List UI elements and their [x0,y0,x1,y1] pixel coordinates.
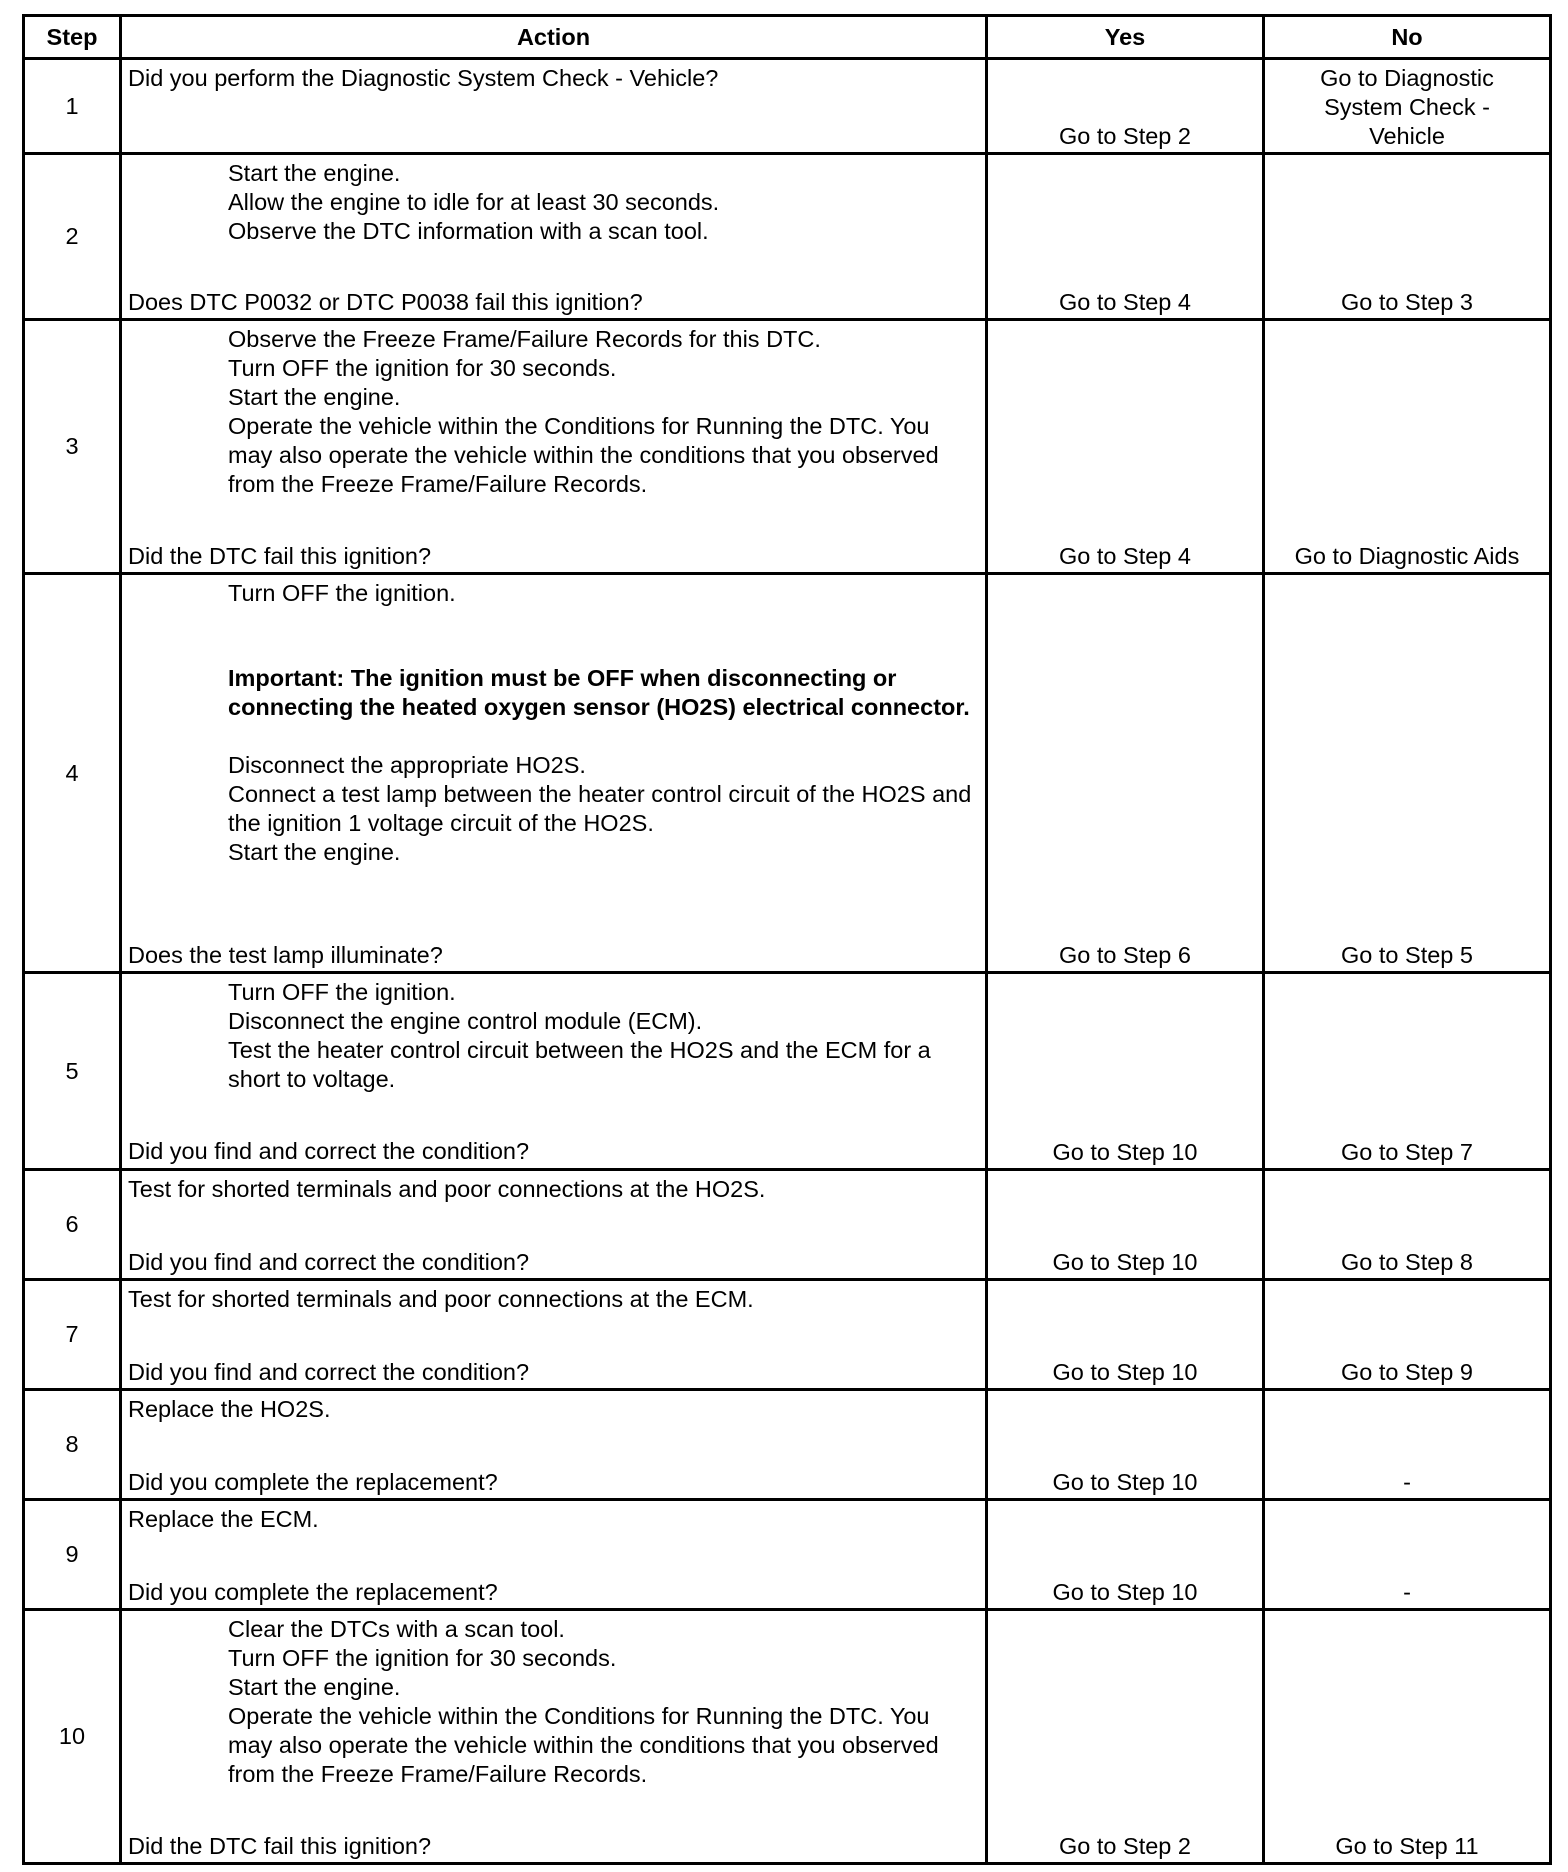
header-row [24,16,1551,59]
no-cell: - [1264,1499,1551,1609]
action-cell [121,1389,987,1499]
action-cell [121,59,987,154]
action-cell [121,1499,987,1609]
instruction-line: Disconnect the engine control module (ECM). [228,1008,703,1035]
question-text: Does DTC P0032 or DTC P0038 fail this ignition? [128,289,643,316]
instruction-line: Turn OFF the ignition. [228,580,456,607]
yes-cell: Go to Step 10 [987,1169,1264,1279]
instruction-line: Test the heater control circuit between the HO2S and the ECM for a short to voltage. [228,1037,931,1093]
instruction-line: Start the engine. [228,1673,401,1700]
action-cell [121,574,987,973]
step-number: 7 [24,1279,121,1389]
action-text: Replace the HO2S. [128,1395,331,1422]
yes-cell: Go to Step 2 [987,1609,1264,1863]
no-cell: Go to Step 5 [1264,574,1551,973]
step-instructions [128,978,979,1094]
step-number: 9 [24,1499,121,1609]
step-instructions [128,1615,979,1789]
table-row [24,1169,1551,1279]
step-instructions [128,579,979,867]
no-cell: Go to Step 9 [1264,1279,1551,1389]
header-yes: Yes [987,16,1264,59]
instruction-line: Operate the vehicle within the Conditions for Running the DTC. You may also operate the vehicle within the conditions that you observed from the Freeze Frame/Failure Records. [228,413,939,498]
instruction-line: Disconnect the appropriate HO2S. [228,752,586,779]
question-text: Did the DTC fail this ignition? [128,543,432,570]
step-number: 5 [24,973,121,1169]
table-row [24,320,1551,574]
no-cell: Go to Diagnostic System Check - Vehicle [1264,59,1551,154]
instruction-line: Turn OFF the ignition for 30 seconds. [228,355,617,382]
action-text: Test for shorted terminals and poor connections at the ECM. [128,1285,754,1312]
step-number: 2 [24,154,121,320]
no-cell: - [1264,1389,1551,1499]
table-row [24,1609,1551,1863]
action-cell [121,973,987,1169]
yes-cell: Go to Step 6 [987,574,1264,973]
diagnostic-table [22,14,1552,1865]
instruction-line: Observe the DTC information with a scan tool. [228,218,709,245]
step-number: 6 [24,1169,121,1279]
question-text: Did you complete the replacement? [128,1578,498,1605]
question-text: Did you find and correct the condition? [128,1248,530,1275]
step-number: 10 [24,1609,121,1863]
instruction-line: Clear the DTCs with a scan tool. [228,1615,565,1642]
action-text: Test for shorted terminals and poor connections at the HO2S. [128,1175,766,1202]
action-cell [121,1169,987,1279]
table-row [24,1279,1551,1389]
header-no: No [1264,16,1551,59]
table-row [24,1499,1551,1609]
question-text: Does the test lamp illuminate? [128,942,443,969]
step-number: 1 [24,59,121,154]
action-text: Replace the ECM. [128,1505,319,1532]
yes-cell: Go to Step 10 [987,1499,1264,1609]
no-cell: Go to Step 8 [1264,1169,1551,1279]
no-cell: Go to Step 11 [1264,1609,1551,1863]
header-action: Action [121,16,987,59]
yes-cell: Go to Step 2 [987,59,1264,154]
table-row [24,154,1551,320]
yes-cell: Go to Step 4 [987,154,1264,320]
table-row [24,973,1551,1169]
step-number: 3 [24,320,121,574]
step-number: 4 [24,574,121,973]
no-cell: Go to Step 3 [1264,154,1551,320]
question-text: Did the DTC fail this ignition? [128,1832,432,1859]
instruction-line: Turn OFF the ignition. [228,979,456,1006]
yes-cell: Go to Step 10 [987,1279,1264,1389]
action-cell [121,1279,987,1389]
instruction-line: Observe the Freeze Frame/Failure Records for this DTC. [228,326,821,353]
instruction-line: Start the engine. [228,839,401,866]
instruction-line: Start the engine. [228,160,401,187]
table-row [24,574,1551,973]
step-instructions [128,159,979,246]
no-cell: Go to Diagnostic Aids [1264,320,1551,574]
step-number: 8 [24,1389,121,1499]
no-cell: Go to Step 7 [1264,973,1551,1169]
action-cell [121,1609,987,1863]
question-text: Did you perform the Diagnostic System Check - Vehicle? [128,65,719,91]
step-instructions [128,325,979,499]
instruction-line: Start the engine. [228,384,401,411]
important-note: Important: The ignition must be OFF when disconnecting or connecting the heated oxygen sensor (HO2S) electrical connector. [228,665,970,721]
action-cell [121,154,987,320]
instruction-line: Operate the vehicle within the Conditions for Running the DTC. You may also operate the vehicle within the conditions that you observed from the Freeze Frame/Failure Records. [228,1702,939,1787]
action-cell [121,320,987,574]
question-text: Did you find and correct the condition? [128,1138,530,1165]
yes-cell: Go to Step 10 [987,1389,1264,1499]
instruction-line: Allow the engine to idle for at least 30 seconds. [228,189,720,216]
table-row [24,1389,1551,1499]
header-step: Step [24,16,121,59]
question-text: Did you complete the replacement? [128,1468,498,1495]
instruction-line: Connect a test lamp between the heater control circuit of the HO2S and the ignition 1 voltage circuit of the HO2S. [228,781,972,837]
table-row [24,59,1551,154]
question-text: Did you find and correct the condition? [128,1358,530,1385]
yes-cell: Go to Step 4 [987,320,1264,574]
yes-cell: Go to Step 10 [987,973,1264,1169]
instruction-line: Turn OFF the ignition for 30 seconds. [228,1644,617,1671]
